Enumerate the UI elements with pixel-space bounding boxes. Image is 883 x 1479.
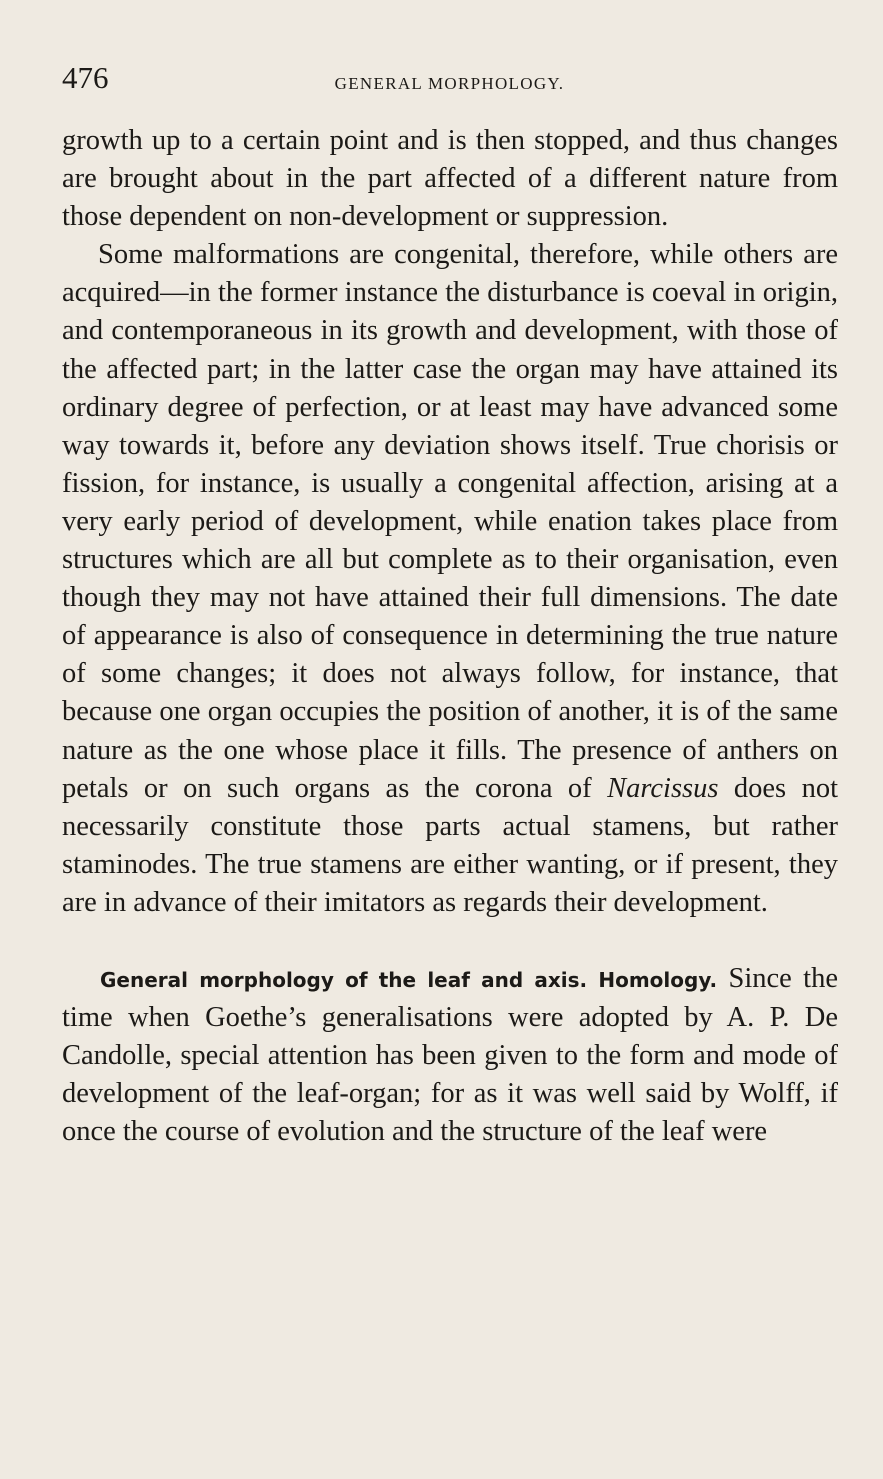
page-header: [62, 60, 837, 100]
section-sidehead: General morphology of the leaf and axis. Homology.: [100, 967, 718, 992]
italic-genus-name: Narcissus: [607, 772, 719, 804]
paragraph-malformations: [62, 236, 838, 922]
paragraph-continued: growth up to a certain point and is then stopped, and thus changes are brought about in the part affected of a different nature from those dependent on non-development or suppression.: [62, 125, 838, 233]
running-head: GENERAL MORPHOLOGY.: [334, 74, 565, 93]
paragraph-text-start: Some malformations are congenital, therefore, while others are acquired—in the former instance the disturbance is coeval in origin, and contemporaneous in its growth and development, with those of the affected part; in the latter case the organ may have attained its ordinary degree of perfection, or at least may have advanced some way towards it, before any deviation shows itself. True chorisis or fission, for instance, is usually a congenital affection, arising at a very early period of development, while enation takes place from structures which are all but complete as to their organisation, even though they may not have attained their full dimensions. The date of appearance is also of consequence in determining the true nature of some changes; it does not always follow, for instance, that because one organ occupies the position of another, it is of the same nature as the one whose place it fills. The presence of anthers on petals or on such organs as the corona of: [62, 239, 838, 804]
section-paragraph-text: Since the time when Goethe’s generalisations were adopted by A. P. De Candolle, special attention has been given to the form and mode of development of the leaf-organ; for as it was well said by Wolff, if once the course of evolution and the structure of the leaf were: [62, 962, 838, 1148]
page-number: 476: [62, 60, 109, 95]
body-text: [62, 122, 838, 1151]
paragraph-leaf-axis: [62, 960, 838, 1151]
paragraph-text-end: does not necessarily constitute those parts actual stamens, but rather staminodes. The true stamens are either wanting, or if present, they are in advance of their imitators as regards their development.: [62, 772, 838, 918]
